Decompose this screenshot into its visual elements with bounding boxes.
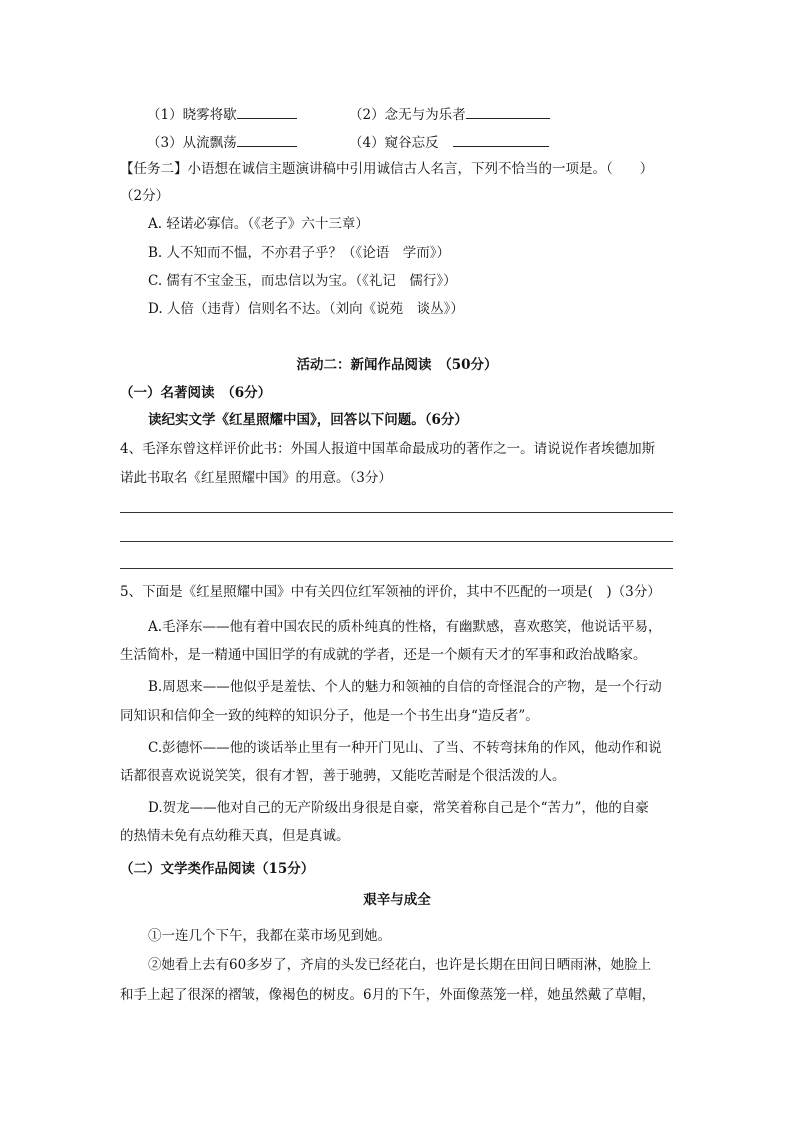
story-paragraph-2-line2: 和手上起了很深的褶皱，像褐色的树皮。6月的下午，外面像蒸笼一样，她虽然戴了草帽， — [120, 987, 656, 1003]
fill-item-4-label: （4）窥谷忘反 — [349, 135, 439, 151]
q5-stem: 5、下面是《红星照耀中国》中有关四位红军领袖的评价，其中不匹配的一项是( )（3分） — [120, 584, 661, 600]
task2-question: 【任务二】小语想在诚信主题演讲稿中引用诚信古人名言，下列不恰当的一项是。（ ） — [120, 161, 654, 177]
answer-line[interactable] — [120, 568, 673, 569]
q5-option-a-line1: A.毛泽东——他有着中国农民的质朴纯真的性格，有幽默感，喜欢憨笑，他说话平易， — [148, 619, 662, 635]
story-title: 艰辛与成全 — [363, 892, 431, 908]
task2-option-b: B. 人不知而不愠，不亦君子乎？（《论语 学而》） — [148, 245, 451, 261]
answer-blank[interactable] — [237, 104, 297, 119]
answer-line[interactable] — [120, 512, 673, 513]
q5-option-b-line2: 同知识和信仰全一致的纯粹的知识分子，他是一个书生出身“造反者”。 — [120, 708, 539, 724]
fill-item-2-label: （2）念无与为乐者 — [349, 107, 466, 123]
section2-heading: （二）文学类作品阅读（15分） — [120, 861, 315, 877]
story-paragraph-2-line1: ②她看上去有60多岁了，齐肩的头发已经花白，也许是长期在田间日晒雨淋，她脸上 — [148, 957, 652, 973]
q4-line2: 诺此书取名《红星照耀中国》的用意。（3分） — [120, 470, 392, 486]
activity2-title: 活动二：新闻作品阅读 （50分） — [296, 357, 498, 373]
task2-option-c: C. 儒有不宝金玉，而忠信以为宝。（《礼记 儒行》） — [148, 273, 457, 289]
q4-line1: 4、毛泽东曾这样评价此书：外国人报道中国革命最成功的著作之一。请说说作者埃德加斯 — [120, 441, 656, 457]
fill-item-1 — [147, 104, 297, 125]
task2-option-a: A. 轻诺必寡信。（《老子》六十三章） — [148, 216, 369, 232]
fill-item-1-label: （1）晓雾将歇 — [147, 107, 237, 123]
answer-blank[interactable] — [466, 104, 550, 119]
q5-option-d-line2: 的热情未免有点幼稚天真，但是真诚。 — [120, 828, 350, 844]
story-paragraph-1: ①一连几个下午，我都在菜市场见到她。 — [148, 928, 391, 944]
fill-item-4 — [349, 132, 549, 153]
q5-option-b-line1: B.周恩来——他似乎是羞怯、个人的魅力和领袖的自信的奇怪混合的产物，是一个行动 — [148, 679, 662, 695]
answer-blank[interactable] — [453, 132, 549, 147]
fill-item-2 — [349, 104, 550, 125]
reading-instruction: 读纪实文学《红星照耀中国》，回答以下问题。（6分） — [148, 412, 468, 428]
fill-item-3 — [147, 132, 297, 153]
q5-option-c-line1: C.彭德怀——他的谈话举止里有一种开门见山、了当、不转弯抹角的作风，他动作和说 — [148, 740, 662, 756]
fill-item-3-label: （3）从流飘荡 — [147, 135, 237, 151]
q5-option-a-line2: 生活简朴，是一精通中国旧学的有成就的学者，还是一个颇有天才的军事和政治战略家。 — [120, 647, 647, 663]
task2-option-d: D. 人倍（违背）信则名不达。（刘向《说苑 谈丛》） — [148, 301, 464, 317]
task2-score: （2分） — [120, 188, 170, 204]
q5-option-c-line2: 话都很喜欢说说笑笑，很有才智，善于驰骋，又能吃苦耐是个很活泼的人。 — [120, 768, 566, 784]
answer-blank[interactable] — [237, 132, 297, 147]
q5-option-d-line1: D.贺龙——他对自己的无产阶级出身很是自豪，常笑着称自己是个“苦力”，他的自豪 — [148, 800, 649, 816]
answer-line[interactable] — [120, 541, 673, 542]
section1-heading: （一）名著阅读 （6分） — [120, 385, 272, 401]
